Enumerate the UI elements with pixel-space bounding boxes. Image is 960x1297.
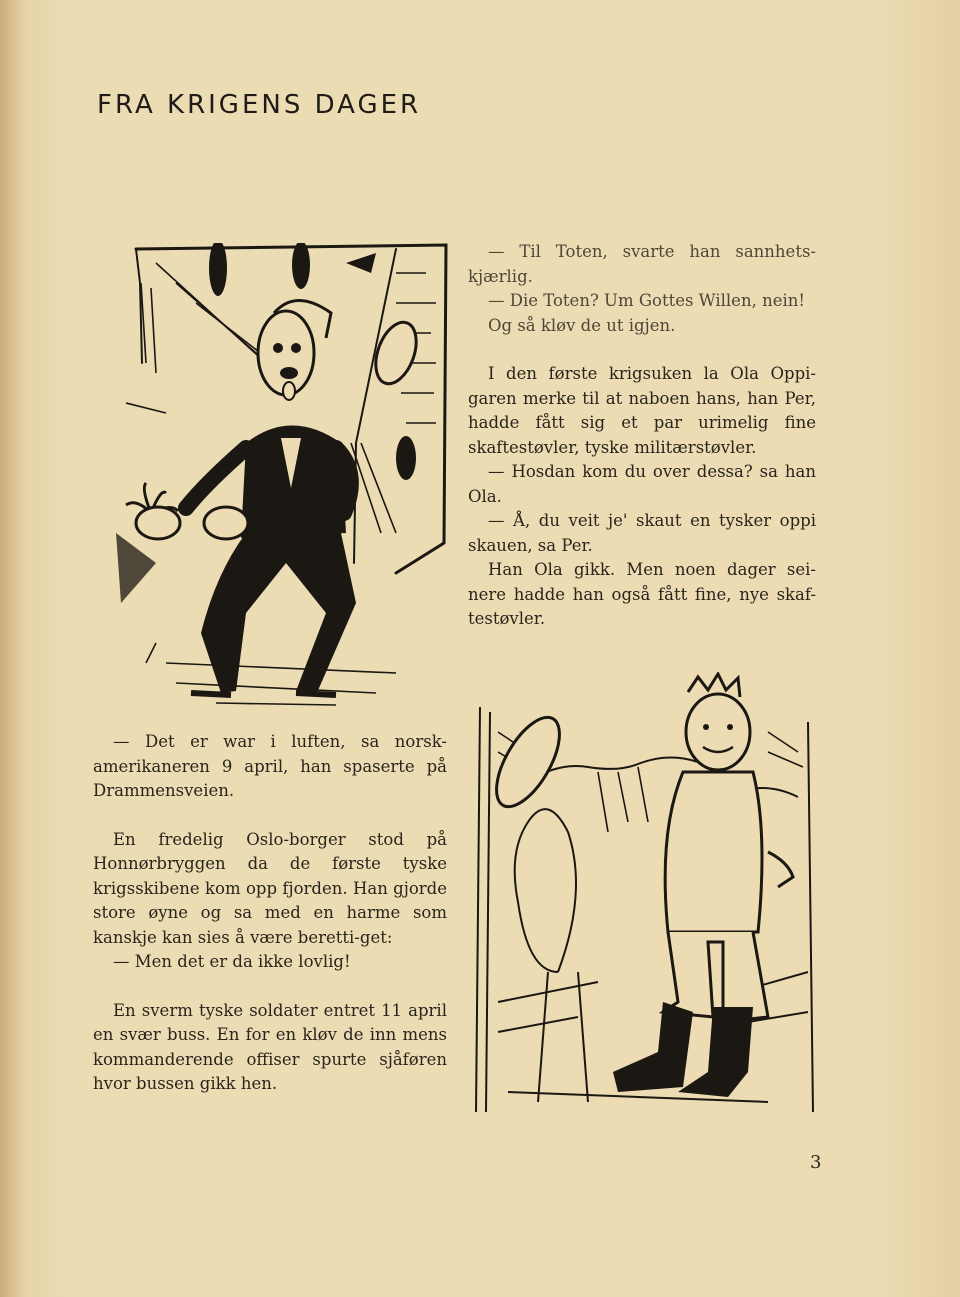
cartoon-startled-man-illustration (96, 243, 450, 713)
paragraph: En sverm tyske soldater entret 11 april en svær buss. En for en kløv de inn mens kommanderende offiser spurte sjåføren hvor bussen gikk hen. (93, 1000, 447, 1093)
page-heading: FRA KRIGENS DAGER (97, 90, 422, 120)
paragraph: I den første krigsuken la Ola Oppi-garen merke til at naboen hans, han Per, hadde fått sig et par urimelig fine skaftestøvler, tyske militærstøvler. (468, 364, 816, 457)
paragraph: — Det er war i luften, sa norsk-amerikaneren 9 april, han spaserte på Drammensveien. (93, 732, 447, 800)
paragraph: Og så kløv de ut igjen. (488, 315, 676, 335)
page-spine-shadow (0, 0, 24, 1297)
page-number: 3 (810, 1152, 822, 1173)
paragraph: En fredelig Oslo-borger stod på Honnørbryggen da de første tyske krigsskibene kom opp fjorden. Han gjorde store øyne og sa med en harme som kanskje kan sies å være beretti-get: (93, 829, 447, 947)
left-text-column (93, 730, 447, 1097)
paragraph: — Hosdan kom du over dessa? sa han Ola. (468, 462, 816, 506)
paragraph: Han Ola gikk. Men noen dager sei-nere hadde han også fått fine, nye skaf-testøvler. (468, 560, 816, 628)
paragraph: — Die Toten? Um Gottes Willen, nein! (488, 291, 805, 310)
paragraph: — Til Toten, svarte han sannhets-kjærlig. (468, 242, 816, 286)
cartoon-two-men-illustration (468, 672, 823, 1124)
right-text-column (468, 240, 816, 632)
paragraph: — Men det er da ikke lovlig! (113, 952, 351, 971)
paragraph: — Å, du veit je' skaut en tysker oppi skauen, sa Per. (468, 511, 816, 555)
